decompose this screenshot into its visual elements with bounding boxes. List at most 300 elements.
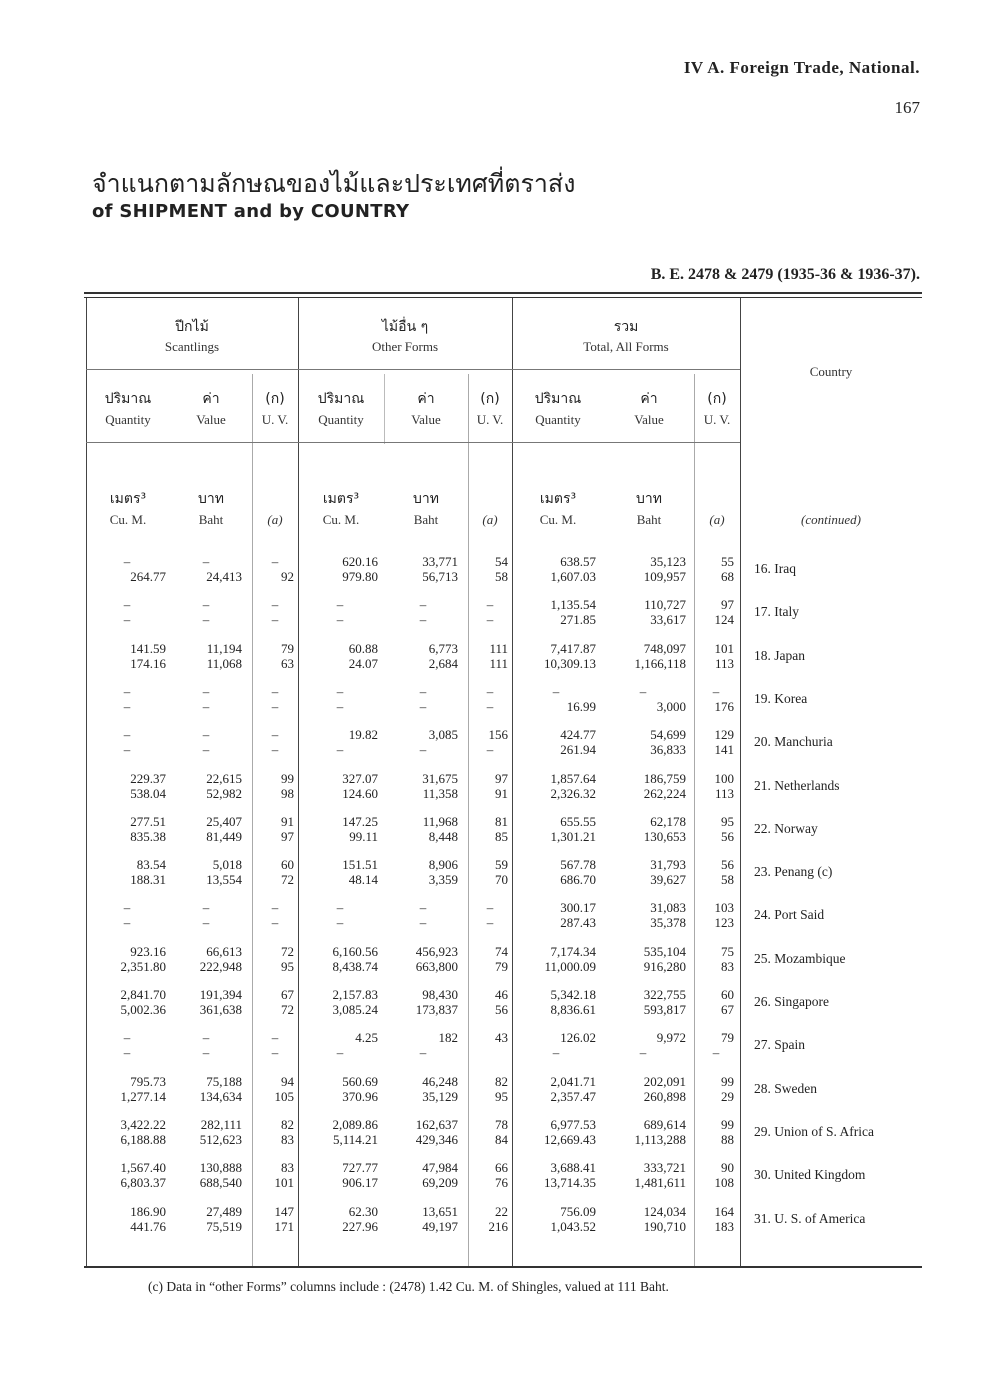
cell-other-qty-2479: –: [336, 698, 344, 714]
cell-total-val-2478: 9,972: [656, 1030, 686, 1046]
cell-other-val-2479: 35,129: [422, 1088, 458, 1104]
cell-scantlings-qty-2478: 277.51: [130, 813, 166, 829]
cell-scantlings-val-2478: –: [202, 683, 210, 699]
cell-other-val-2478: 46,248: [422, 1073, 458, 1089]
cell-total-uv-2479: 68: [721, 569, 734, 584]
cell-other-val-2479: 663,800: [415, 958, 458, 974]
cell-other-qty-2479: 48.14: [348, 872, 378, 888]
cell-other-uv-2478: 82: [495, 1073, 508, 1089]
total-uv-header-thai: (ก): [707, 391, 727, 407]
country-name: 29. Union of S. Africa: [754, 1123, 874, 1139]
country-name: 26. Singapore: [754, 994, 829, 1009]
cell-other-val-2478: 31,675: [422, 770, 458, 786]
cell-total-val-2479: 262,224: [643, 785, 686, 801]
cell-scantlings-uv-2478: 60: [281, 857, 294, 873]
cell-scantlings-qty-2478: 141.59: [130, 640, 166, 656]
cell-scantlings-qty-2479: –: [123, 612, 131, 628]
cell-other-qty-2479: 8,438.74: [332, 958, 378, 974]
cell-scantlings-qty-2478: –: [123, 900, 131, 916]
cell-scantlings-uv-2479: 98: [281, 785, 294, 801]
cell-total-val-2478: 748,097: [643, 640, 686, 656]
cell-other-qty-2478: 6,160.56: [332, 943, 378, 959]
cell-scantlings-qty-2479: 6,188.88: [120, 1131, 166, 1147]
cell-other-qty-2478: 147.25: [342, 813, 378, 829]
total-uv-unit-en: (a): [709, 512, 725, 527]
cell-total-val-2479: 130,653: [643, 828, 686, 844]
scantlings-qty-header-en: Quantity: [105, 412, 151, 427]
other-uv-header-en: U. V.: [476, 412, 504, 427]
footnote: (c) Data in “other Forms” columns include : (2478) 1.42 Cu. M. of Shingles, valued at 111 Baht.: [148, 1279, 669, 1294]
cell-scantlings-qty-2479: 5,002.36: [120, 1002, 166, 1017]
cell-scantlings-uv-2479: –: [271, 1045, 279, 1061]
cell-scantlings-val-2478: –: [202, 554, 210, 569]
page-number: 167: [894, 98, 920, 117]
cell-total-qty-2478: 7,174.34: [550, 943, 596, 959]
cell-scantlings-qty-2479: 174.16: [130, 655, 166, 671]
cell-total-uv-2478: 55: [721, 554, 734, 569]
cell-scantlings-uv-2478: –: [271, 727, 279, 743]
other-qty-header-en: Quantity: [318, 412, 364, 427]
top-rule-inner: [84, 297, 922, 298]
cell-total-qty-2479: 2,326.32: [550, 785, 596, 801]
cell-scantlings-val-2478: 5,018: [212, 857, 242, 873]
cell-other-qty-2478: 151.51: [342, 857, 378, 873]
cell-other-val-2478: –: [419, 900, 427, 916]
cell-other-val-2478: –: [419, 683, 427, 699]
cell-total-uv-2479: 113: [714, 655, 734, 671]
cell-total-uv-2478: 97: [721, 597, 734, 613]
cell-other-uv-2478: 111: [489, 640, 508, 656]
cell-other-val-2479: 56,713: [422, 569, 458, 584]
cell-other-qty-2479: 3,085.24: [332, 1002, 378, 1017]
country-name: 27. Spain: [754, 1037, 806, 1053]
cell-scantlings-qty-2479: –: [123, 698, 131, 714]
cell-other-qty-2478: 60.88: [348, 640, 378, 656]
cell-other-qty-2478: –: [336, 597, 344, 613]
group-total-thai: รวม: [613, 319, 639, 335]
total-val-header-en: Value: [634, 412, 664, 427]
cell-other-val-2478: 162,637: [415, 1116, 458, 1132]
year-range: B. E. 2478 & 2479 (1935-36 & 1936-37).: [650, 266, 920, 283]
cell-total-uv-2478: 99: [721, 1116, 734, 1132]
cell-total-uv-2478: 100: [714, 770, 734, 786]
total-val-header-thai: ค่า: [640, 391, 658, 407]
cell-total-uv-2478: 103: [714, 900, 734, 916]
country-name: 31. U. S. of America: [754, 1210, 866, 1226]
cell-scantlings-uv-2479: 105: [274, 1088, 294, 1104]
cell-other-uv-2479: –: [486, 698, 494, 714]
cell-other-qty-2478: 727.77: [342, 1160, 378, 1176]
cell-scantlings-uv-2479: –: [271, 612, 279, 628]
cell-total-qty-2479: 8,836.61: [550, 1002, 596, 1017]
scantlings-val-header-thai: ค่า: [202, 391, 220, 407]
cell-total-uv-2479: 88: [721, 1131, 734, 1147]
cell-total-uv-2478: 75: [721, 943, 734, 959]
cell-scantlings-val-2478: 66,613: [206, 943, 242, 959]
cell-total-qty-2479: 16.99: [566, 698, 596, 714]
cell-scantlings-val-2478: –: [202, 1030, 210, 1046]
cell-scantlings-uv-2479: 171: [274, 1218, 294, 1234]
other-uv-header-thai: (ก): [480, 391, 500, 407]
cell-scantlings-qty-2479: 2,351.80: [120, 958, 166, 974]
scantlings-qty-header-thai: ปริมาณ: [104, 391, 152, 407]
cell-other-qty-2478: 62.30: [348, 1203, 378, 1219]
group-other-en: Other Forms: [371, 339, 439, 354]
cell-total-uv-2479: 141: [714, 742, 734, 758]
cell-other-qty-2479: –: [336, 915, 344, 931]
cell-scantlings-uv-2478: 82: [281, 1116, 294, 1132]
cell-total-uv-2479: 108: [714, 1175, 734, 1191]
cell-scantlings-uv-2478: 79: [281, 640, 294, 656]
cell-scantlings-qty-2478: –: [123, 554, 131, 569]
cell-scantlings-qty-2478: –: [123, 1030, 131, 1046]
cell-scantlings-qty-2479: 6,803.37: [120, 1175, 166, 1191]
cell-scantlings-uv-2478: –: [271, 597, 279, 613]
cell-scantlings-val-2479: 134,634: [199, 1088, 242, 1104]
cell-other-uv-2478: –: [486, 900, 494, 916]
cell-scantlings-val-2479: 512,623: [199, 1131, 242, 1147]
cell-total-uv-2479: 67: [721, 1002, 734, 1017]
cell-other-uv-2479: –: [486, 742, 494, 758]
table-title-thai: จำแนกตามลักษณของไม้และประเทศที่ตราส่ง: [92, 169, 576, 198]
cell-total-val-2478: 54,699: [650, 727, 686, 743]
country-column-header: Country: [809, 364, 853, 379]
cell-total-val-2478: 62,178: [650, 813, 686, 829]
cell-total-val-2479: 36,833: [650, 742, 686, 758]
cell-other-val-2478: 182: [438, 1030, 458, 1046]
cell-scantlings-uv-2478: 67: [281, 987, 294, 1002]
cell-scantlings-val-2478: 27,489: [206, 1203, 242, 1219]
section-title: IV A. Foreign Trade, National.: [683, 58, 920, 77]
cell-total-uv-2478: –: [712, 683, 720, 699]
cell-total-qty-2478: 7,417.87: [550, 640, 596, 656]
cell-scantlings-val-2479: 75,519: [206, 1218, 242, 1234]
cell-total-uv-2479: 123: [714, 915, 734, 931]
cell-total-val-2479: 35,378: [650, 915, 686, 931]
total-qty-header-thai: ปริมาณ: [534, 391, 582, 407]
divider-sc-value-uv: [252, 374, 253, 1266]
cell-total-uv-2478: 95: [721, 813, 734, 829]
cell-scantlings-uv-2479: 101: [274, 1175, 294, 1191]
other-qty-unit-thai: เมตร³: [322, 491, 360, 507]
cell-total-qty-2478: 567.78: [560, 857, 596, 873]
cell-total-uv-2479: –: [712, 1045, 720, 1061]
cell-scantlings-val-2479: 81,449: [206, 828, 242, 844]
cell-other-val-2479: 3,359: [428, 872, 458, 888]
total-qty-unit-en: Cu. M.: [539, 512, 577, 527]
cell-scantlings-uv-2479: 97: [281, 828, 294, 844]
cell-scantlings-uv-2479: –: [271, 698, 279, 714]
cell-other-uv-2478: 156: [488, 727, 508, 743]
country-name: 23. Penang (c): [754, 864, 833, 880]
cell-scantlings-val-2478: 25,407: [206, 813, 242, 829]
cell-total-uv-2479: 56: [721, 828, 734, 844]
cell-scantlings-val-2479: –: [202, 915, 210, 931]
cell-total-val-2479: 33,617: [650, 612, 686, 628]
cell-other-uv-2479: –: [486, 915, 494, 931]
cell-total-qty-2478: –: [552, 683, 560, 699]
cell-other-val-2478: 98,430: [422, 987, 458, 1002]
bottom-rule: [84, 1266, 922, 1268]
cell-total-qty-2478: 424.77: [560, 727, 596, 743]
cell-other-val-2478: 13,651: [422, 1203, 458, 1219]
group-scantlings-thai: ปีกไม้: [175, 319, 209, 335]
cell-total-uv-2479: 183: [714, 1218, 734, 1234]
cell-other-val-2478: –: [419, 597, 427, 613]
cell-other-uv-2478: 43: [495, 1030, 508, 1046]
cell-other-qty-2478: 4.25: [355, 1030, 378, 1046]
cell-scantlings-val-2479: 222,948: [199, 958, 242, 974]
cell-other-val-2479: 173,837: [415, 1002, 458, 1017]
cell-other-uv-2479: 76: [495, 1175, 508, 1191]
cell-total-uv-2478: 56: [721, 857, 734, 873]
cell-total-uv-2479: 176: [714, 698, 734, 714]
cell-other-uv-2478: 97: [495, 770, 508, 786]
cell-other-val-2478: 11,968: [422, 813, 458, 829]
cell-other-qty-2478: 327.07: [342, 770, 378, 786]
cell-scantlings-qty-2479: –: [123, 915, 131, 931]
cell-total-val-2478: 202,091: [643, 1073, 686, 1089]
cell-other-val-2479: –: [419, 915, 427, 931]
group-header-rule: [86, 369, 740, 370]
cell-other-qty-2479: –: [336, 742, 344, 758]
cell-scantlings-uv-2478: –: [271, 683, 279, 699]
cell-other-uv-2479: 111: [489, 655, 508, 671]
cell-scantlings-uv-2479: 83: [281, 1131, 294, 1147]
other-val-header-thai: ค่า: [417, 391, 435, 407]
table-title-english: of SHIPMENT and by COUNTRY: [92, 201, 410, 222]
cell-total-uv-2479: 83: [721, 958, 734, 974]
other-uv-unit-en: (a): [482, 512, 498, 527]
cell-scantlings-val-2478: 191,394: [199, 987, 242, 1002]
cell-total-qty-2478: 638.57: [560, 554, 596, 569]
cell-total-uv-2478: 79: [721, 1030, 734, 1046]
cell-scantlings-uv-2478: –: [271, 554, 279, 569]
cell-scantlings-qty-2479: 264.77: [130, 569, 166, 584]
cell-scantlings-qty-2478: 229.37: [130, 770, 166, 786]
cell-total-val-2479: 1,481,611: [634, 1175, 686, 1191]
cell-scantlings-val-2478: 22,615: [206, 770, 242, 786]
cell-scantlings-qty-2479: 441.76: [130, 1218, 166, 1234]
country-name: 18. Japan: [754, 647, 805, 663]
cell-total-qty-2478: 6,977.53: [550, 1116, 596, 1132]
cell-total-val-2478: –: [639, 683, 647, 699]
cell-scantlings-val-2479: 52,982: [206, 785, 242, 801]
cell-scantlings-qty-2479: 835.38: [130, 828, 166, 844]
cell-scantlings-uv-2478: –: [271, 1030, 279, 1046]
divider-scantlings-other: [298, 298, 299, 1266]
other-val-unit-en: Baht: [413, 512, 439, 527]
cell-scantlings-val-2479: 688,540: [199, 1175, 242, 1191]
column-header-rule: [86, 442, 740, 443]
cell-other-qty-2479: 979.80: [342, 569, 378, 584]
cell-total-qty-2479: 271.85: [560, 612, 596, 628]
cell-total-qty-2479: 12,669.43: [544, 1131, 596, 1147]
cell-scantlings-val-2479: 13,554: [206, 872, 242, 888]
cell-other-val-2479: 8,448: [428, 828, 458, 844]
cell-other-qty-2479: 5,114.21: [332, 1131, 378, 1147]
cell-scantlings-uv-2479: –: [271, 915, 279, 931]
cell-other-val-2479: 2,684: [428, 655, 458, 671]
cell-scantlings-qty-2478: –: [123, 727, 131, 743]
other-val-header-en: Value: [411, 412, 441, 427]
cell-total-val-2478: 35,123: [650, 554, 686, 569]
cell-other-val-2479: –: [419, 1045, 427, 1061]
cell-scantlings-val-2479: 11,068: [206, 655, 242, 671]
cell-scantlings-uv-2478: 147: [274, 1203, 294, 1219]
cell-total-uv-2478: 90: [721, 1160, 734, 1176]
cell-scantlings-val-2479: –: [202, 1045, 210, 1061]
cell-scantlings-val-2479: –: [202, 742, 210, 758]
cell-scantlings-uv-2478: –: [271, 900, 279, 916]
cell-total-qty-2478: 2,041.71: [550, 1073, 596, 1089]
cell-total-val-2478: 186,759: [643, 770, 686, 786]
other-val-unit-thai: บาท: [413, 491, 439, 507]
cell-scantlings-val-2478: –: [202, 900, 210, 916]
cell-scantlings-qty-2478: 83.54: [136, 857, 166, 873]
cell-other-uv-2479: 216: [488, 1218, 508, 1234]
country-name: 21. Netherlands: [754, 777, 840, 793]
cell-total-qty-2479: 10,309.13: [544, 655, 596, 671]
cell-total-qty-2478: 5,342.18: [550, 987, 596, 1002]
cell-other-val-2478: 33,771: [422, 554, 458, 569]
cell-other-qty-2479: 124.60: [342, 785, 378, 801]
cell-total-val-2479: 1,113,288: [634, 1131, 686, 1147]
cell-total-qty-2478: 3,688.41: [550, 1160, 596, 1176]
cell-scantlings-qty-2478: 1,567.40: [120, 1160, 166, 1176]
total-val-unit-en: Baht: [636, 512, 662, 527]
divider-tot-value-uv: [694, 374, 695, 1266]
cell-scantlings-qty-2478: 3,422.22: [120, 1116, 166, 1132]
cell-total-qty-2478: 300.17: [560, 900, 596, 916]
cell-other-uv-2478: –: [486, 597, 494, 613]
cell-total-uv-2479: 124: [714, 612, 734, 628]
cell-total-qty-2478: 1,135.54: [550, 597, 596, 613]
cell-scantlings-qty-2478: 186.90: [130, 1203, 166, 1219]
divider-total-country: [740, 298, 741, 1266]
cell-other-uv-2479: 58: [495, 569, 508, 584]
cell-total-qty-2478: 756.09: [560, 1203, 596, 1219]
cell-other-val-2479: –: [419, 742, 427, 758]
cell-other-uv-2479: 79: [495, 958, 508, 974]
continued-note: (continued): [801, 512, 861, 527]
cell-total-val-2478: 333,721: [643, 1160, 686, 1176]
cell-total-uv-2478: 101: [714, 640, 734, 656]
group-other-thai: ไม้อื่น ๆ: [381, 319, 429, 335]
cell-scantlings-uv-2479: 72: [281, 872, 294, 888]
cell-total-val-2478: 110,727: [644, 597, 686, 613]
cell-other-qty-2479: 99.11: [349, 828, 378, 844]
group-total-en: Total, All Forms: [583, 339, 669, 354]
left-border: [86, 298, 87, 1266]
cell-other-val-2479: 11,358: [422, 785, 458, 801]
cell-other-uv-2478: 59: [495, 857, 508, 873]
cell-total-qty-2479: 686.70: [560, 872, 596, 888]
cell-total-val-2479: 1,166,118: [634, 655, 686, 671]
cell-scantlings-val-2479: –: [202, 698, 210, 714]
cell-total-uv-2478: 129: [714, 727, 734, 743]
cell-total-val-2478: 535,104: [643, 943, 686, 959]
cell-other-uv-2479: 95: [495, 1088, 508, 1104]
cell-other-qty-2479: 227.96: [342, 1218, 378, 1234]
cell-other-val-2479: 49,197: [422, 1218, 458, 1234]
cell-scantlings-qty-2478: –: [123, 597, 131, 613]
cell-total-val-2479: 260,898: [643, 1088, 686, 1104]
cell-scantlings-qty-2478: 795.73: [130, 1073, 166, 1089]
cell-scantlings-qty-2479: 188.31: [130, 872, 166, 888]
cell-other-qty-2478: 2,089.86: [332, 1116, 378, 1132]
cell-total-qty-2479: 1,301.21: [550, 828, 596, 844]
cell-total-val-2479: 593,817: [643, 1002, 686, 1017]
cell-scantlings-qty-2478: –: [123, 683, 131, 699]
group-scantlings-en: Scantlings: [164, 339, 220, 354]
other-qty-header-thai: ปริมาณ: [317, 391, 365, 407]
cell-other-qty-2478: 620.16: [342, 554, 378, 569]
cell-other-qty-2478: 19.82: [348, 727, 378, 743]
cell-scantlings-uv-2479: 95: [281, 958, 294, 974]
country-name: 25. Mozambique: [754, 950, 846, 966]
cell-other-qty-2479: –: [336, 1045, 344, 1061]
cell-other-val-2479: 429,346: [415, 1131, 458, 1147]
cell-total-val-2479: –: [639, 1045, 647, 1061]
scantlings-qty-unit-thai: เมตร³: [109, 491, 147, 507]
cell-other-uv-2479: 85: [495, 828, 508, 844]
cell-scantlings-qty-2478: 2,841.70: [120, 987, 166, 1002]
cell-other-uv-2478: 66: [495, 1160, 508, 1176]
top-rule: [84, 292, 922, 294]
country-name: 30. United Kingdom: [754, 1167, 866, 1183]
cell-scantlings-val-2479: 24,413: [206, 569, 242, 584]
total-qty-header-en: Quantity: [535, 412, 581, 427]
cell-other-qty-2479: –: [336, 612, 344, 628]
cell-total-qty-2479: 2,357.47: [550, 1088, 596, 1104]
cell-total-qty-2479: –: [552, 1045, 560, 1061]
cell-scantlings-val-2479: –: [202, 612, 210, 628]
country-name: 20. Manchuria: [754, 734, 833, 750]
cell-total-qty-2479: 11,000.09: [544, 958, 596, 974]
cell-other-val-2478: 3,085: [428, 727, 458, 743]
country-name: 19. Korea: [754, 690, 808, 706]
cell-other-val-2479: –: [419, 698, 427, 714]
cell-other-uv-2478: 81: [495, 813, 508, 829]
cell-other-qty-2478: 2,157.83: [332, 987, 378, 1002]
country-name: 28. Sweden: [754, 1080, 817, 1096]
scantlings-qty-unit-en: Cu. M.: [109, 512, 147, 527]
cell-other-qty-2478: –: [336, 683, 344, 699]
cell-total-qty-2478: 126.02: [560, 1030, 596, 1046]
cell-total-uv-2478: 164: [714, 1203, 734, 1219]
cell-scantlings-val-2479: 361,638: [199, 1002, 242, 1017]
total-qty-unit-thai: เมตร³: [539, 491, 577, 507]
cell-scantlings-qty-2478: 923.16: [130, 943, 166, 959]
cell-scantlings-val-2478: 282,111: [200, 1116, 242, 1132]
trade-table: [84, 292, 922, 1270]
cell-total-val-2478: 322,755: [643, 987, 686, 1002]
cell-total-qty-2479: 13,714.35: [544, 1175, 596, 1191]
cell-total-val-2478: 689,614: [643, 1116, 686, 1132]
cell-other-qty-2479: 906.17: [342, 1175, 378, 1191]
cell-other-uv-2479: 91: [495, 785, 508, 801]
cell-scantlings-qty-2479: –: [123, 1045, 131, 1061]
cell-total-val-2478: 31,793: [650, 857, 686, 873]
cell-other-uv-2478: 46: [495, 987, 508, 1002]
cell-scantlings-val-2478: –: [202, 597, 210, 613]
cell-other-qty-2479: 24.07: [348, 655, 378, 671]
cell-other-uv-2479: 84: [495, 1131, 508, 1147]
cell-total-qty-2479: 287.43: [560, 915, 596, 931]
cell-total-val-2479: 3,000: [656, 698, 686, 714]
cell-other-qty-2479: 370.96: [342, 1088, 378, 1104]
